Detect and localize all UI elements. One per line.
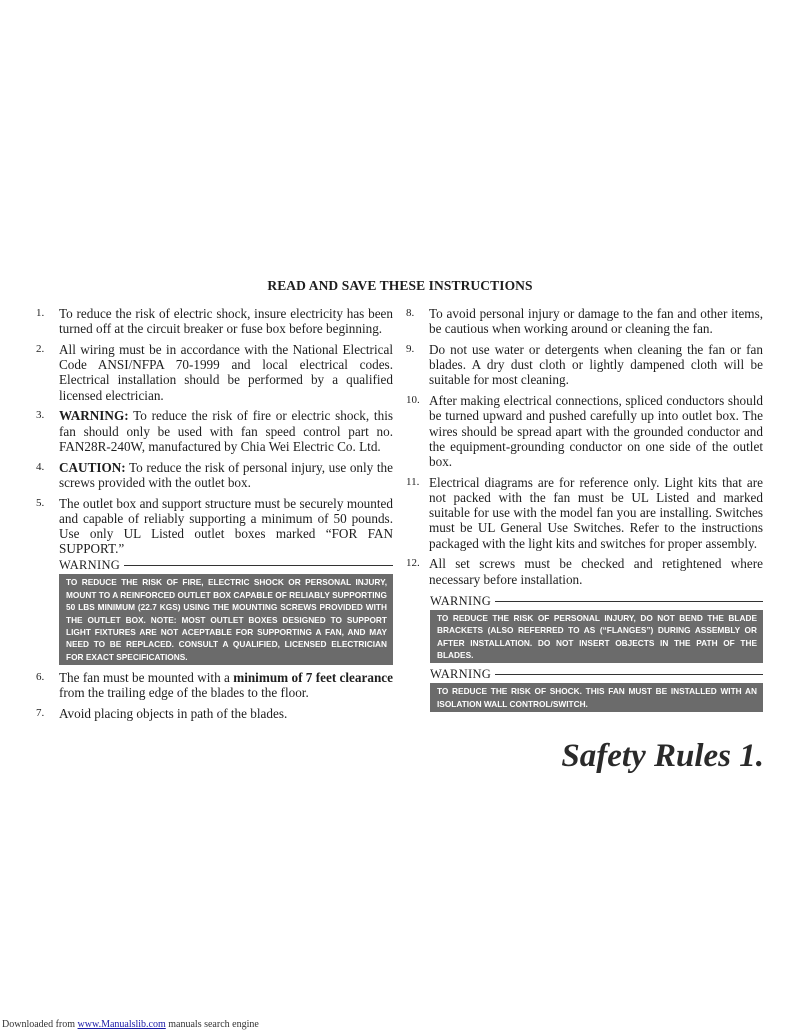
- item-number: 4.: [36, 460, 45, 473]
- list-item: [36, 306, 393, 336]
- item-number: 2.: [36, 343, 45, 355]
- warning-label-text: WARNING: [430, 593, 492, 608]
- item-text: The outlet box and support structure must be securely mounted and capable of reliably supporting a minimum of 50 pounds. Use only UL Listed outlet boxes marked “FOR FAN SUPPORT.”: [59, 495, 393, 557]
- warning-rule: [495, 601, 763, 602]
- item-number: 7.: [36, 707, 45, 720]
- item-text: Avoid placing objects in path of the blades.: [59, 706, 288, 722]
- item-text: All wiring must be in accordance with the National Electrical Code ANSI/NFPA 70-1999 and local electrical codes. Electrical installation should be performed by a qualified licensed electrician.: [59, 342, 393, 403]
- page-title: Safety Rules 1.: [561, 738, 764, 774]
- list-item: [406, 342, 763, 388]
- item-bold-lead: CAUTION:: [59, 459, 126, 475]
- list-item: [36, 706, 393, 721]
- item-text: Electrical diagrams are for reference only. Light kits that are not packed with the fan must be UL Listed and marked suitable for use with the model fan you are installing. Switches must be UL General Use Switches. Refer to the instructions packaged with the light kits and switches for proper assembly.: [429, 474, 763, 551]
- item-bold-text: minimum of 7 feet clearance: [233, 670, 393, 686]
- right-column: [406, 306, 763, 717]
- list-item: [406, 556, 763, 586]
- warning-box: TO REDUCE THE RISK OF PERSONAL INJURY, DO NOT BEND THE BLADE BRACKETS (ALSO REFERRED TO AS (“FLANGES”) DURING ASSEMBLY OR AFTER INSTALLATION. DO NOT INSERT OBJECTS IN THE PATH OF THE BLADES.: [430, 610, 763, 664]
- item-number: 5.: [36, 496, 45, 509]
- footer: [2, 1019, 259, 1030]
- item-text: After making electrical connections, spliced conductors should be turned upward and pushed carefully up into outlet box. The wires should be spread apart with the grounded conductor and the equipment-grounding conductor on one side of the outlet box.: [429, 393, 763, 470]
- warning-rule: [124, 565, 393, 566]
- page-heading: READ AND SAVE THESE INSTRUCTIONS: [267, 278, 533, 293]
- footer-link[interactable]: www.Manualslib.com: [77, 1019, 166, 1030]
- warning-label-text: WARNING: [59, 558, 121, 573]
- item-number: 8.: [406, 307, 415, 319]
- item-text: To reduce the risk of fire or electric shock, this fan should only be used with fan speed control part no. FAN28R-240W, manufactured by Chia Wei Electric Co. Ltd.: [59, 408, 393, 454]
- item-number: 11.: [406, 475, 420, 488]
- left-column: [36, 306, 393, 727]
- item-text: To reduce the risk of personal injury, use only the screws provided with the outlet box.: [59, 459, 393, 490]
- list-item: [406, 475, 763, 551]
- item-number: 10.: [406, 394, 420, 407]
- item-text: All set screws must be checked and retightened where necessary before installation.: [429, 556, 763, 587]
- list-item: [36, 496, 393, 557]
- item-text: Do not use water or detergents when cleaning the fan or fan blades. A dry dust cloth or lightly dampened cloth will be suitable for most cleaning.: [429, 342, 763, 388]
- list-item: [36, 408, 393, 454]
- footer-prefix: Downloaded from: [2, 1019, 78, 1030]
- warning-label: [430, 668, 763, 681]
- footer-suffix: manuals search engine: [165, 1019, 259, 1030]
- list-item: [36, 670, 393, 700]
- warning-box: TO REDUCE THE RISK OF FIRE, ELECTRIC SHOCK OR PERSONAL INJURY, MOUNT TO A REINFORCED OUTLET BOX CAPABLE OF RELIABLY SUPPORTING 50 LBS MINIMUM (22.7 KGS) USING THE MOUNTING SCREWS PROVIDED WITH THE OUTLET BOX. NOTE: MOST OUTLET BOXES DESIGNED TO SUPPORT LIGHT FIXTURES ARE NOT ACEPTABLE FOR SUPPORTING A FAN, AND MAY NEED TO BE REPLACED. CONSULT A QUALIFIED, LICENSED ELECTRICIAN FOR EXACT SPECIFICATIONS.: [59, 574, 393, 665]
- list-item: [406, 393, 763, 469]
- item-number: 6.: [36, 671, 45, 684]
- warning-box: TO REDUCE THE RISK OF SHOCK. THIS FAN MUST BE INSTALLED WITH AN ISOLATION WALL CONTROL/SWITCH.: [430, 683, 763, 712]
- warning-block: [59, 559, 393, 665]
- item-text: from the trailing edge of the blades to the floor.: [59, 685, 309, 701]
- item-bold-lead: WARNING:: [59, 408, 129, 424]
- warning-block: [430, 668, 763, 712]
- warning-block: [430, 595, 763, 664]
- warning-label: [59, 559, 393, 572]
- item-number: 1.: [36, 307, 45, 319]
- item-number: 3.: [36, 409, 45, 422]
- list-item: [406, 306, 763, 336]
- list-item: [36, 342, 393, 403]
- item-number: 9.: [406, 343, 415, 355]
- warning-label: [430, 595, 763, 608]
- list-item: [36, 460, 393, 490]
- item-text: To reduce the risk of electric shock, insure electricity has been turned off at the circuit breaker or fuse box before beginning.: [59, 306, 393, 337]
- item-text: The fan must be mounted with a: [59, 670, 234, 686]
- item-text: To avoid personal injury or damage to the fan and other items, be cautious when working around or cleaning the fan.: [429, 306, 763, 337]
- warning-rule: [495, 674, 763, 675]
- warning-label-text: WARNING: [430, 667, 492, 682]
- item-number: 12.: [406, 557, 420, 570]
